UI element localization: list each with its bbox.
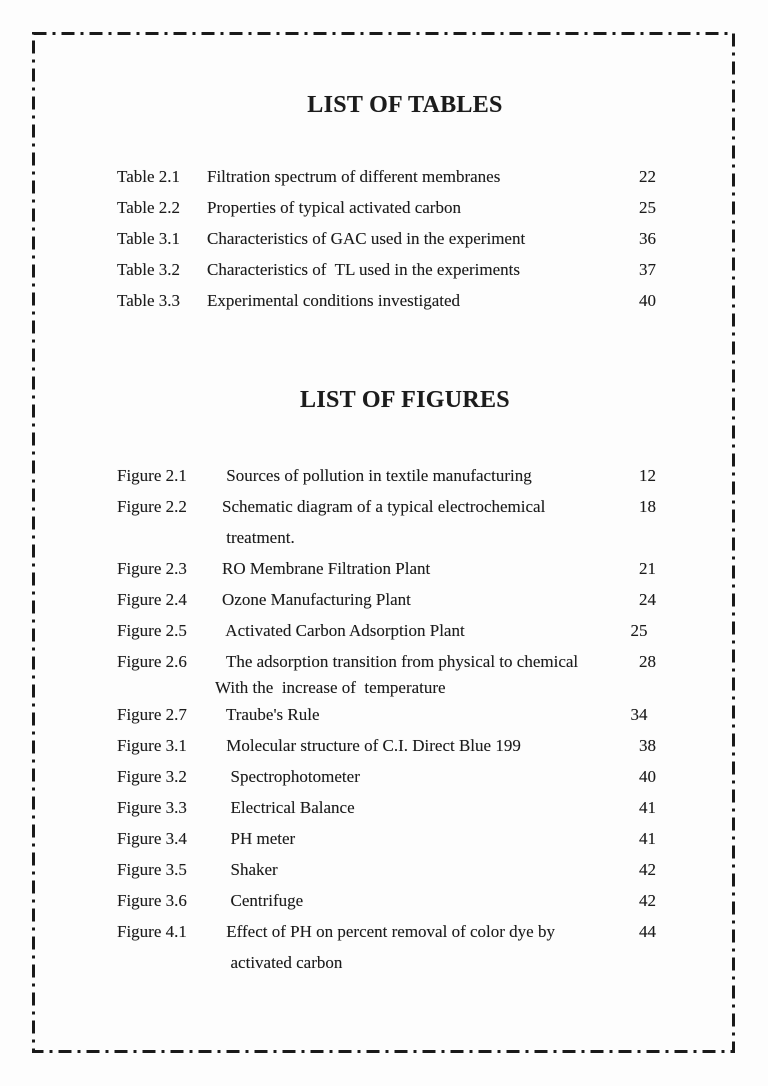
entry-title-line: Sources of pollution in textile manufacturing [222, 466, 532, 485]
entry-title-line: Electrical Balance [222, 798, 355, 817]
toc-row [117, 491, 656, 553]
entry-label: Table 3.1 [117, 229, 181, 248]
entry-page-number: 22 [639, 167, 656, 186]
entry-title-line: Molecular structure of C.I. Direct Blue 199 [222, 736, 521, 755]
entry-title-line: Schematic diagram of a typical electrochemical [222, 497, 546, 516]
entry-page-number: 40 [639, 291, 656, 310]
toc-row [117, 854, 656, 885]
entry-title-line: Filtration spectrum of different membranes [207, 167, 501, 186]
entry-title [207, 223, 614, 254]
entry-page-number: 38 [639, 736, 656, 755]
entry-label: Figure 4.1 [117, 922, 187, 941]
toc-row [117, 916, 656, 978]
entry-page-number: 24 [639, 590, 656, 609]
entry-title [222, 699, 614, 730]
entry-page-number: 21 [639, 559, 656, 578]
entry-title [222, 823, 614, 854]
toc-row [117, 792, 656, 823]
entry-label: Table 3.3 [117, 291, 181, 310]
tables-toc-list [117, 161, 656, 316]
entry-label: Table 3.2 [117, 260, 181, 279]
entry-title-line: With the increase of temperature [215, 678, 446, 697]
entry-label: Figure 3.1 [117, 736, 187, 755]
entry-label: Figure 2.6 [117, 652, 187, 671]
entry-label: Table 2.2 [117, 198, 181, 217]
entry-title [222, 730, 614, 761]
entry-title [222, 615, 614, 646]
entry-title-line: Spectrophotometer [222, 767, 360, 786]
entry-page-number: 37 [639, 260, 656, 279]
entry-title-line: Centrifuge [222, 891, 304, 910]
entry-page-number: 25 [630, 621, 656, 640]
entry-page-number: 12 [639, 466, 656, 485]
entry-title-line: Properties of typical activated carbon [207, 198, 461, 217]
entry-title [222, 854, 614, 885]
entry-page-number: 41 [639, 798, 656, 817]
toc-row [117, 885, 656, 916]
entry-label: Figure 2.1 [117, 466, 187, 485]
entry-title-line: activated carbon [222, 953, 343, 972]
entry-title-line: Experimental conditions investigated [207, 291, 461, 310]
entry-title-line: treatment. [222, 528, 295, 547]
entry-title [215, 646, 614, 699]
entry-title-line: Characteristics of GAC used in the experiment [207, 229, 526, 248]
toc-row [117, 699, 656, 730]
toc-row [117, 761, 656, 792]
entry-label: Figure 2.4 [117, 590, 187, 609]
entry-page-number: 42 [639, 891, 656, 910]
toc-row [117, 553, 656, 584]
entry-title-line: Traube's Rule [222, 705, 320, 724]
entry-label: Figure 3.2 [117, 767, 187, 786]
entry-title [207, 161, 614, 192]
entry-label: Table 2.1 [117, 167, 181, 186]
entry-title-line: Characteristics of TL used in the experiments [207, 260, 520, 279]
entry-title [222, 584, 614, 615]
entry-page-number: 44 [639, 922, 656, 941]
entry-page-number: 25 [639, 198, 656, 217]
toc-row [117, 192, 656, 223]
entry-title-line: Shaker [222, 860, 278, 879]
entry-title [222, 761, 614, 792]
entry-title [222, 916, 614, 978]
entry-title-line: RO Membrane Filtration Plant [222, 559, 431, 578]
toc-row [117, 285, 656, 316]
entry-title-line: Effect of PH on percent removal of color dye by [222, 922, 555, 941]
entry-label: Figure 3.5 [117, 860, 187, 879]
list-of-tables-heading: LIST OF TABLES [307, 92, 503, 118]
entry-title-line: Activated Carbon Adsorption Plant [222, 621, 465, 640]
entry-page-number: 28 [639, 652, 656, 671]
entry-label: Figure 2.3 [117, 559, 187, 578]
entry-title [222, 792, 614, 823]
entry-title [207, 285, 614, 316]
entry-page-number: 42 [639, 860, 656, 879]
entry-title-line: The adsorption transition from physical to chemical [222, 652, 579, 671]
toc-row [117, 460, 656, 491]
entry-title [222, 460, 614, 491]
entry-page-number: 34 [630, 705, 656, 724]
toc-row [117, 615, 656, 646]
entry-page-number: 36 [639, 229, 656, 248]
entry-title [207, 192, 614, 223]
toc-row [117, 730, 656, 761]
toc-row [117, 646, 656, 699]
entry-page-number: 18 [639, 497, 656, 516]
entry-label: Figure 2.5 [117, 621, 187, 640]
toc-row [117, 161, 656, 192]
entry-page-number: 41 [639, 829, 656, 848]
toc-row [117, 223, 656, 254]
entry-label: Figure 3.6 [117, 891, 187, 910]
toc-row [117, 823, 656, 854]
list-of-figures-heading: LIST OF FIGURES [300, 387, 510, 413]
entry-title-line: PH meter [222, 829, 296, 848]
entry-title [222, 885, 614, 916]
entry-label: Figure 3.3 [117, 798, 187, 817]
toc-row [117, 254, 656, 285]
entry-label: Figure 3.4 [117, 829, 187, 848]
entry-label: Figure 2.7 [117, 705, 187, 724]
entry-title [222, 553, 614, 584]
toc-row [117, 584, 656, 615]
entry-title-line: Ozone Manufacturing Plant [222, 590, 411, 609]
entry-title [222, 491, 614, 553]
entry-label: Figure 2.2 [117, 497, 187, 516]
entry-title [207, 254, 614, 285]
figures-toc-list [117, 460, 656, 978]
entry-page-number: 40 [639, 767, 656, 786]
